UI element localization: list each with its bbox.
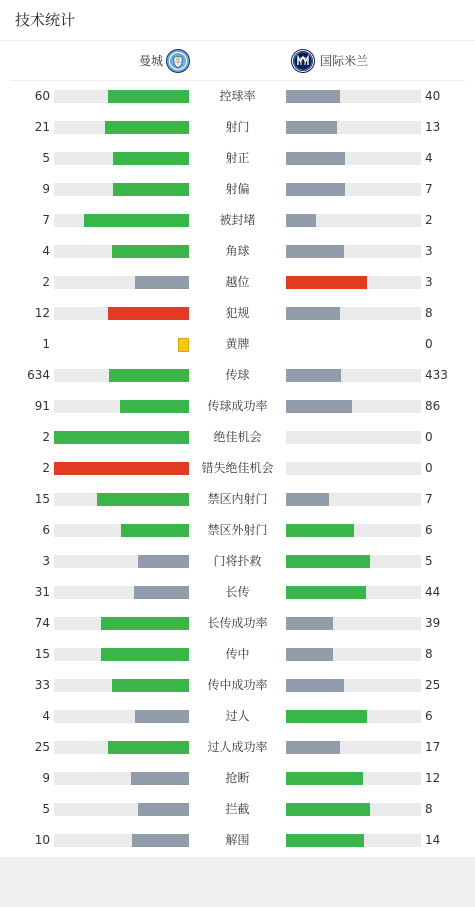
- stat-row: [0, 701, 475, 732]
- home-value: 4: [42, 244, 50, 258]
- home-bar-fill: [101, 617, 189, 630]
- stat-label: 过人成功率: [207, 740, 268, 754]
- stat-row: [0, 608, 475, 639]
- home-value: 2: [42, 461, 50, 475]
- away-bar-track: [286, 834, 421, 847]
- stat-row: [0, 329, 475, 360]
- home-bar-track: [54, 524, 189, 537]
- home-value: 25: [34, 740, 50, 754]
- home-bar-fill: [112, 245, 189, 258]
- home-bar-fill: [135, 710, 189, 723]
- away-bar-fill: [286, 648, 333, 661]
- home-bar-fill: [112, 679, 189, 692]
- home-bar-fill: [105, 121, 189, 134]
- stat-row: [0, 236, 475, 267]
- home-value: 21: [34, 120, 50, 134]
- home-bar-fill: [121, 524, 189, 537]
- home-value: 15: [34, 492, 50, 506]
- away-bar-track: [286, 90, 421, 103]
- away-bar-track: [286, 307, 421, 320]
- home-bar-track: [54, 462, 189, 475]
- away-bar-track: [286, 741, 421, 754]
- home-value: 7: [42, 213, 50, 227]
- stat-label: 控球率: [219, 89, 256, 103]
- stat-label: 过人: [225, 709, 250, 723]
- home-bar-track: [54, 152, 189, 165]
- away-value: 3: [425, 244, 433, 258]
- away-bar-fill: [286, 307, 340, 320]
- away-bar-fill: [286, 555, 370, 568]
- away-bar-track: [286, 772, 421, 785]
- home-bar-fill: [135, 276, 189, 289]
- away-value: 17: [425, 740, 441, 754]
- teams-header: [10, 41, 465, 81]
- home-bar-track: [54, 121, 189, 134]
- stat-label: 门将扑救: [213, 554, 262, 568]
- home-value: 5: [42, 151, 50, 165]
- home-bar-track: [54, 834, 189, 847]
- away-bar-fill: [286, 90, 340, 103]
- away-bar-fill: [286, 772, 363, 785]
- away-bar-fill: [286, 276, 367, 289]
- away-bar-track: [286, 524, 421, 537]
- away-value: 6: [425, 709, 433, 723]
- home-value: 9: [42, 182, 50, 196]
- stat-row: [0, 422, 475, 453]
- away-bar-fill: [286, 400, 352, 413]
- away-bar-track: [286, 121, 421, 134]
- away-value: 14: [425, 833, 441, 847]
- stat-row: [0, 515, 475, 546]
- home-bar-fill: [108, 307, 189, 320]
- away-value: 8: [425, 647, 433, 661]
- away-bar-track: [286, 400, 421, 413]
- home-bar-track: [54, 183, 189, 196]
- stat-row: [0, 825, 475, 856]
- stat-label: 禁区外射门: [207, 523, 268, 537]
- away-value: 4: [425, 151, 433, 165]
- stat-label: 角球: [225, 244, 250, 258]
- home-value: 5: [42, 802, 50, 816]
- home-bar-fill: [134, 586, 189, 599]
- stat-row: [0, 112, 475, 143]
- home-bar-track: [54, 245, 189, 258]
- home-bar-track: [54, 710, 189, 723]
- stat-row: [0, 143, 475, 174]
- stat-row: [0, 763, 475, 794]
- away-value: 0: [425, 430, 433, 444]
- away-bar-fill: [286, 617, 333, 630]
- stat-row: [0, 732, 475, 763]
- away-bar-fill: [286, 493, 329, 506]
- away-value: 0: [425, 337, 433, 351]
- stat-label: 错失绝佳机会: [201, 461, 274, 475]
- stat-label: 解围: [225, 833, 250, 847]
- away-value: 7: [425, 492, 433, 506]
- stat-label: 传球成功率: [207, 399, 268, 413]
- away-bar-fill: [286, 214, 316, 227]
- home-value: 2: [42, 430, 50, 444]
- home-bar-fill: [138, 803, 189, 816]
- stat-row: [0, 174, 475, 205]
- away-team-name: 国际米兰: [320, 54, 369, 68]
- away-value: 3: [425, 275, 433, 289]
- away-bar-fill: [286, 679, 344, 692]
- away-bar-fill: [286, 369, 341, 382]
- stat-label: 射正: [225, 151, 250, 165]
- away-bar-track: [286, 214, 421, 227]
- away-value: 39: [425, 616, 441, 630]
- away-value: 6: [425, 523, 433, 537]
- stat-label: 抢断: [225, 771, 250, 785]
- stats-list: [0, 81, 475, 856]
- stat-row: [0, 546, 475, 577]
- home-bar-track: [54, 276, 189, 289]
- home-value: 74: [34, 616, 50, 630]
- home-bar-track: [54, 648, 189, 661]
- home-value: 60: [34, 89, 50, 103]
- away-bar-track: [286, 245, 421, 258]
- home-bar-track: [54, 493, 189, 506]
- home-bar-track: [54, 586, 189, 599]
- stat-row: [0, 205, 475, 236]
- section-title: 技术统计: [15, 11, 76, 29]
- away-value: 7: [425, 182, 433, 196]
- home-bar-fill: [54, 431, 189, 444]
- home-value: 12: [34, 306, 50, 320]
- away-bar-track: [286, 493, 421, 506]
- stat-row: [0, 267, 475, 298]
- home-bar-fill: [54, 462, 189, 475]
- away-bar-track: [286, 183, 421, 196]
- stat-label: 犯规: [225, 306, 250, 320]
- home-bar-fill: [113, 183, 189, 196]
- home-value: 6: [42, 523, 50, 537]
- home-bar-fill: [108, 741, 189, 754]
- home-value: 91: [34, 399, 50, 413]
- home-bar-track: [54, 555, 189, 568]
- stat-label: 越位: [225, 275, 250, 289]
- home-value: 33: [34, 678, 50, 692]
- home-value: 3: [42, 554, 50, 568]
- away-bar-fill: [286, 586, 366, 599]
- stat-row: [0, 794, 475, 825]
- stat-label: 射偏: [225, 182, 250, 196]
- home-bar-fill: [113, 152, 189, 165]
- home-value: 9: [42, 771, 50, 785]
- home-bar-fill: [109, 369, 189, 382]
- stat-label: 传中成功率: [207, 678, 268, 692]
- home-bar-track: [54, 307, 189, 320]
- away-bar-fill: [286, 245, 344, 258]
- stat-label: 黄牌: [225, 337, 250, 351]
- home-bar-fill: [138, 555, 189, 568]
- away-value: 44: [425, 585, 441, 599]
- stat-row: [0, 484, 475, 515]
- home-bar-track: [54, 431, 189, 444]
- away-value: 86: [425, 399, 441, 413]
- home-bar-track: [54, 90, 189, 103]
- away-bar-fill: [286, 121, 337, 134]
- stat-row: [0, 670, 475, 701]
- home-team-name: 曼城: [138, 54, 163, 68]
- away-value: 40: [425, 89, 441, 103]
- home-bar-track: [54, 400, 189, 413]
- home-value: 31: [34, 585, 50, 599]
- away-bar-track: [286, 803, 421, 816]
- stat-row: [0, 298, 475, 329]
- home-bar-fill: [131, 772, 189, 785]
- away-value: 0: [425, 461, 433, 475]
- away-bar-track: [286, 152, 421, 165]
- away-value: 5: [425, 554, 433, 568]
- away-bar-track: [286, 648, 421, 661]
- home-bar-track: [54, 803, 189, 816]
- home-bar-track: [54, 741, 189, 754]
- away-bar-track: [286, 555, 421, 568]
- home-bar-track: [54, 679, 189, 692]
- away-bar-fill: [286, 710, 367, 723]
- away-bar-track: [286, 710, 421, 723]
- away-value: 12: [425, 771, 441, 785]
- stat-row: [0, 639, 475, 670]
- stat-row: [0, 360, 475, 391]
- away-bar-track: [286, 276, 421, 289]
- home-value: 2: [42, 275, 50, 289]
- stat-label: 禁区内射门: [207, 492, 268, 506]
- away-value: 433: [425, 368, 448, 382]
- away-bar-fill: [286, 183, 345, 196]
- home-team[interactable]: [139, 49, 190, 73]
- away-bar-track: [286, 617, 421, 630]
- stat-row: [0, 577, 475, 608]
- home-value: 1: [42, 337, 50, 351]
- away-bar-track: [286, 431, 421, 444]
- home-value: 10: [34, 833, 50, 847]
- home-bar-track: [54, 772, 189, 785]
- stat-label: 长传成功率: [207, 616, 268, 630]
- stat-label: 绝佳机会: [213, 430, 262, 444]
- away-bar-track: [286, 679, 421, 692]
- stat-label: 被封堵: [219, 213, 256, 227]
- stat-label: 射门: [225, 120, 250, 134]
- man-city-crest-icon: [166, 49, 190, 73]
- stat-label: 拦截: [225, 802, 250, 816]
- yellow-card-icon: [178, 338, 189, 352]
- away-bar-track: [286, 462, 421, 475]
- away-bar-track: [286, 369, 421, 382]
- away-value: 25: [425, 678, 441, 692]
- away-bar-fill: [286, 152, 345, 165]
- home-bar-fill: [120, 400, 189, 413]
- home-bar-track: [54, 617, 189, 630]
- away-bar-fill: [286, 741, 340, 754]
- home-value: 4: [42, 709, 50, 723]
- away-team[interactable]: [291, 49, 368, 73]
- home-bar-fill: [97, 493, 189, 506]
- home-bar-fill: [84, 214, 189, 227]
- stat-row: [0, 453, 475, 484]
- stat-row: [0, 391, 475, 422]
- stat-row: [0, 81, 475, 112]
- home-bar-fill: [108, 90, 189, 103]
- stat-label: 长传: [225, 585, 250, 599]
- away-bar-fill: [286, 803, 370, 816]
- stat-label: 传球: [225, 368, 250, 382]
- home-bar-fill: [101, 648, 189, 661]
- inter-milan-crest-icon: [291, 49, 315, 73]
- away-value: 13: [425, 120, 441, 134]
- home-bar-track: [54, 214, 189, 227]
- away-bar-track: [286, 586, 421, 599]
- away-bar-fill: [286, 834, 364, 847]
- home-value: 634: [27, 368, 50, 382]
- away-bar-fill: [286, 524, 354, 537]
- away-value: 8: [425, 306, 433, 320]
- home-bar-track: [54, 369, 189, 382]
- away-value: 2: [425, 213, 433, 227]
- stat-label: 传中: [225, 647, 250, 661]
- home-bar-fill: [132, 834, 189, 847]
- away-value: 8: [425, 802, 433, 816]
- home-value: 15: [34, 647, 50, 661]
